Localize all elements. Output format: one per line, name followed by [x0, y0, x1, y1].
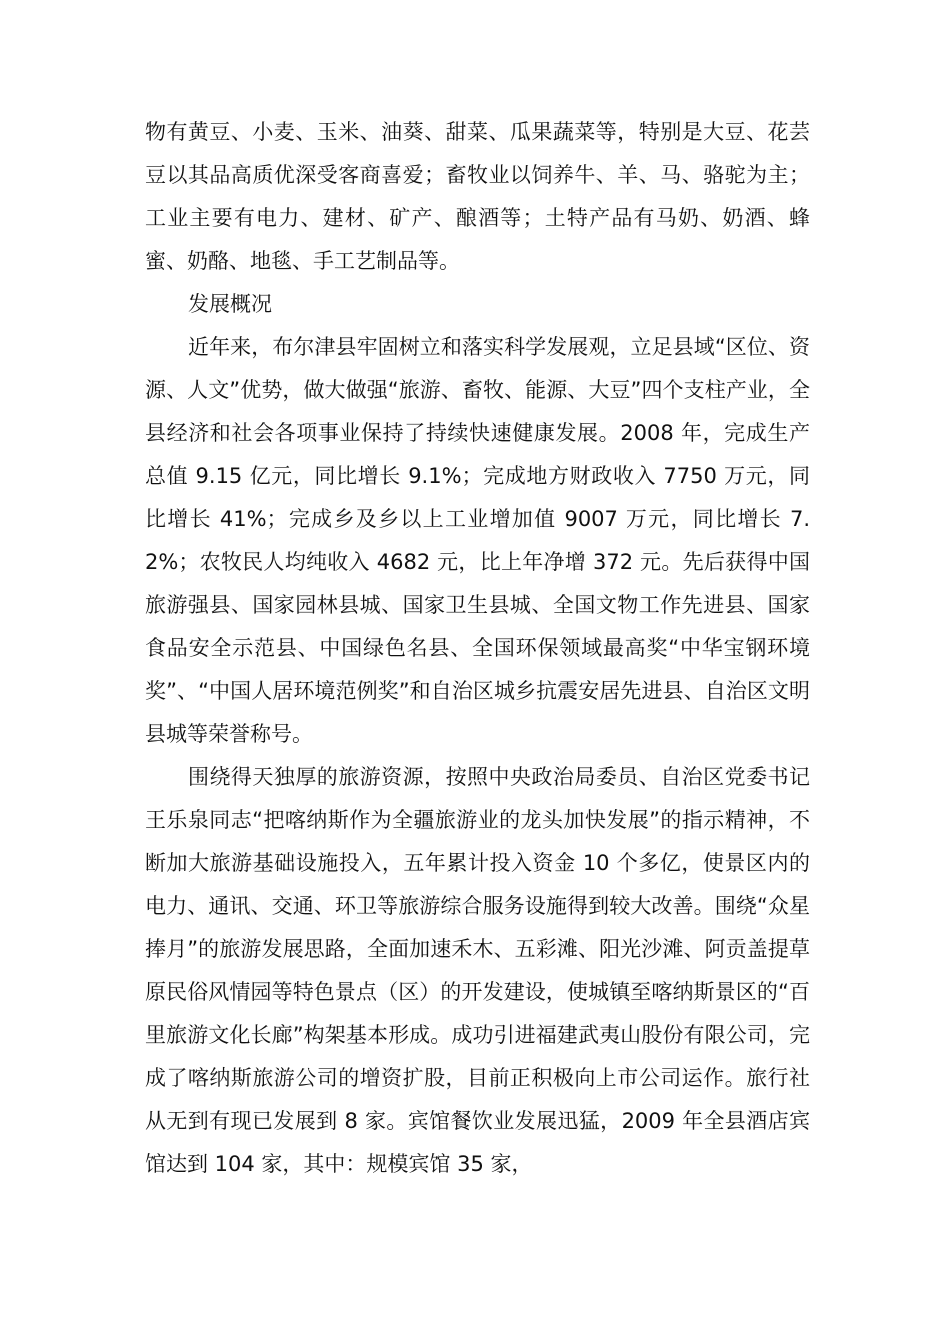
paragraph-tourism: 围绕得天独厚的旅游资源，按照中央政治局委员、自治区党委书记王乐泉同志“把喀纳斯作为全疆旅游业的龙头加快发展”的指示精神，不断加大旅游基础设施投入，五年累计投入资金 10 个多亿，使景区内的电力、通讯、交通、环卫等旅游综合服务设施得到较大改善。围绕“众星捧月”的旅游发展思路，全面加速禾木、五彩滩、阳光沙滩、阿贡盖提草原民俗风情园等特色景点（区）的开发建设，使城镇至喀纳斯景区的“百里旅游文化长廊”构架基本形成。成功引进福建武夷山股份有限公司，完成了喀纳斯旅游公司的增资扩股，目前正积极向上市公司运作。旅行社从无到有现已发展到 8 家。宾馆餐饮业发展迅猛，2009 年全县酒店宾馆达到 104 家，其中：规模宾馆 35 家，: [145, 765, 810, 1176]
document-body: [145, 111, 810, 1186]
section-heading: 发展概况: [188, 292, 272, 316]
paragraph-continued: 物有黄豆、小麦、玉米、油葵、甜菜、瓜果蔬菜等，特别是大豆、花芸豆以其品高质优深受客商喜爱；畜牧业以饲养牛、羊、马、骆驼为主；工业主要有电力、建材、矿产、酿酒等；土特产品有马奶、奶酒、蜂蜜、奶酪、地毯、手工艺制品等。: [145, 120, 810, 273]
paragraph-development: 近年来，布尔津县牢固树立和落实科学发展观，立足县域“区位、资源、人文”优势，做大做强“旅游、畜牧、能源、大豆”四个支柱产业，全县经济和社会各项事业保持了持续快速健康发展。2008 年，完成生产总值 9.15 亿元，同比增长 9.1%；完成地方财政收入 7750 万元，同比增长 41%；完成乡及乡以上工业增加值 9007 万元，同比增长 7.2%；农牧民人均纯收入 4682 元，比上年净增 372 元。先后获得中国旅游强县、国家园林县城、国家卫生县城、全国文物工作先进县、国家食品安全示范县、中国绿色名县、全国环保领域最高奖“中华宝钢环境奖”、“中国人居环境范例奖”和自治区城乡抗震安居先进县、自治区文明县城等荣誉称号。: [145, 335, 810, 746]
